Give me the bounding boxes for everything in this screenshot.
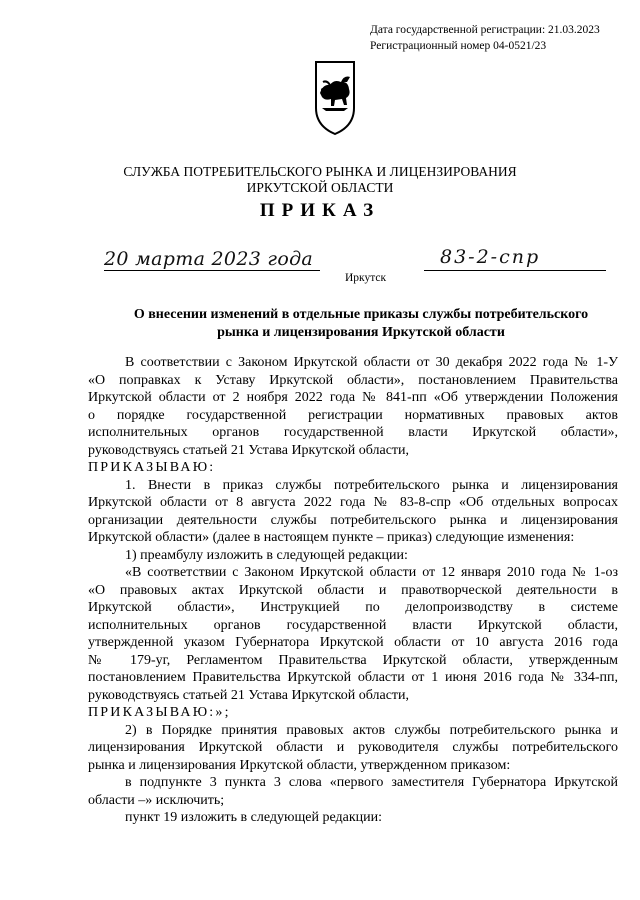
body-line: Иркутской области», Инструкцией по делопроизводству в системе — [88, 600, 618, 615]
body-line: 1. Внести в приказ службы потребительского рынка и лицензирования — [125, 477, 618, 493]
org-name-line1: СЛУЖБА ПОТРЕБИТЕЛЬСКОГО РЫНКА И ЛИЦЕНЗИРОВАНИЯ — [123, 164, 517, 179]
body-line: «О поправках к Уставу Иркутской области», постановлением Правительства — [88, 372, 618, 388]
body-line-prikazyvayu-quote: ПРИКАЗЫВАЮ:»; — [88, 705, 231, 720]
registration-number: Регистрационный номер 04-0521/23 — [370, 40, 547, 52]
subject-line2: рынка и лицензирования Иркутской области — [217, 325, 505, 340]
body-line: организации деятельности службы потребительского рынка и лицензирования — [88, 512, 618, 528]
body-line: руководствуясь статьей 21 Устава Иркутской области, — [88, 687, 410, 703]
registration-stamp — [370, 22, 600, 54]
subject-line1: О внесении изменений в отдельные приказы службы потребительского — [133, 307, 589, 322]
body-line: Иркутской области» (далее в настоящем пункте – приказ) следующие изменения: — [88, 530, 575, 545]
handwritten-number: 83-2-спр — [440, 246, 541, 268]
body-line: постановлением Правительства Иркутской области от 1 июня 2016 года № 334-пп, — [88, 670, 618, 685]
body-line: «В соответствии с Законом Иркутской области от 12 января 2010 года № 1-оз — [125, 565, 618, 580]
org-name-line2: ИРКУТСКОЙ ОБЛАСТИ — [246, 180, 394, 195]
body-line: 2) в Порядке принятия правовых актов службы потребительского рынка и — [125, 722, 618, 738]
body-line: области –» исключить; — [88, 792, 225, 808]
body-line: № 179-уг, Регламентом Правительства Иркутской области, утвержденным — [88, 652, 618, 668]
body-line: в подпункте 3 пункта 3 слова «первого заместителя Губернатора Иркутской — [125, 775, 618, 790]
document-body — [88, 354, 618, 827]
body-line: пункт 19 изложить в следующей редакции: — [125, 810, 382, 825]
body-line: о порядке государственной регистрации нормативных правовых актов — [88, 407, 618, 423]
body-line-prikazyvayu: ПРИКАЗЫВАЮ: — [88, 460, 216, 475]
date-underline — [104, 270, 320, 271]
coat-of-arms-icon — [314, 60, 356, 136]
body-line: рынка и лицензирования Иркутской области, утвержденном приказом: — [88, 757, 511, 773]
number-underline — [424, 270, 606, 271]
city: Иркутск — [345, 272, 387, 284]
body-line: Иркутской области от 8 августа 2022 года № 83-8-спр «Об отдельных вопросах — [88, 495, 618, 510]
body-line: В соответствии с Законом Иркутской области от 30 декабря 2022 года № 1-У — [125, 355, 618, 370]
body-line: «О правовых актах Иркутской области и правотворческой деятельности в — [88, 582, 618, 598]
body-line: руководствуясь статьей 21 Устава Иркутской области, — [88, 442, 410, 458]
body-line: 1) преамбулу изложить в следующей редакции: — [125, 547, 408, 563]
body-line: Иркутской области от 2 ноября 2022 года № 841-пп «Об утверждении Положения — [88, 390, 618, 405]
document-title: ПРИКАЗ — [259, 200, 381, 221]
body-line: утвержденной указом Губернатора Иркутской области от 10 августа 2016 года — [88, 635, 618, 650]
body-line: лицензирования Иркутской области и руководителя службы потребительского — [88, 740, 618, 755]
handwritten-date: 20 марта 2023 года — [104, 248, 314, 270]
body-line: исполнительных органов государственной власти Иркутской области», — [88, 425, 618, 440]
body-line: исполнительных органов государственной власти Иркутской области, — [88, 617, 618, 633]
document-subject — [88, 306, 634, 342]
registration-date: Дата государственной регистрации: 21.03.2023 — [370, 24, 600, 36]
